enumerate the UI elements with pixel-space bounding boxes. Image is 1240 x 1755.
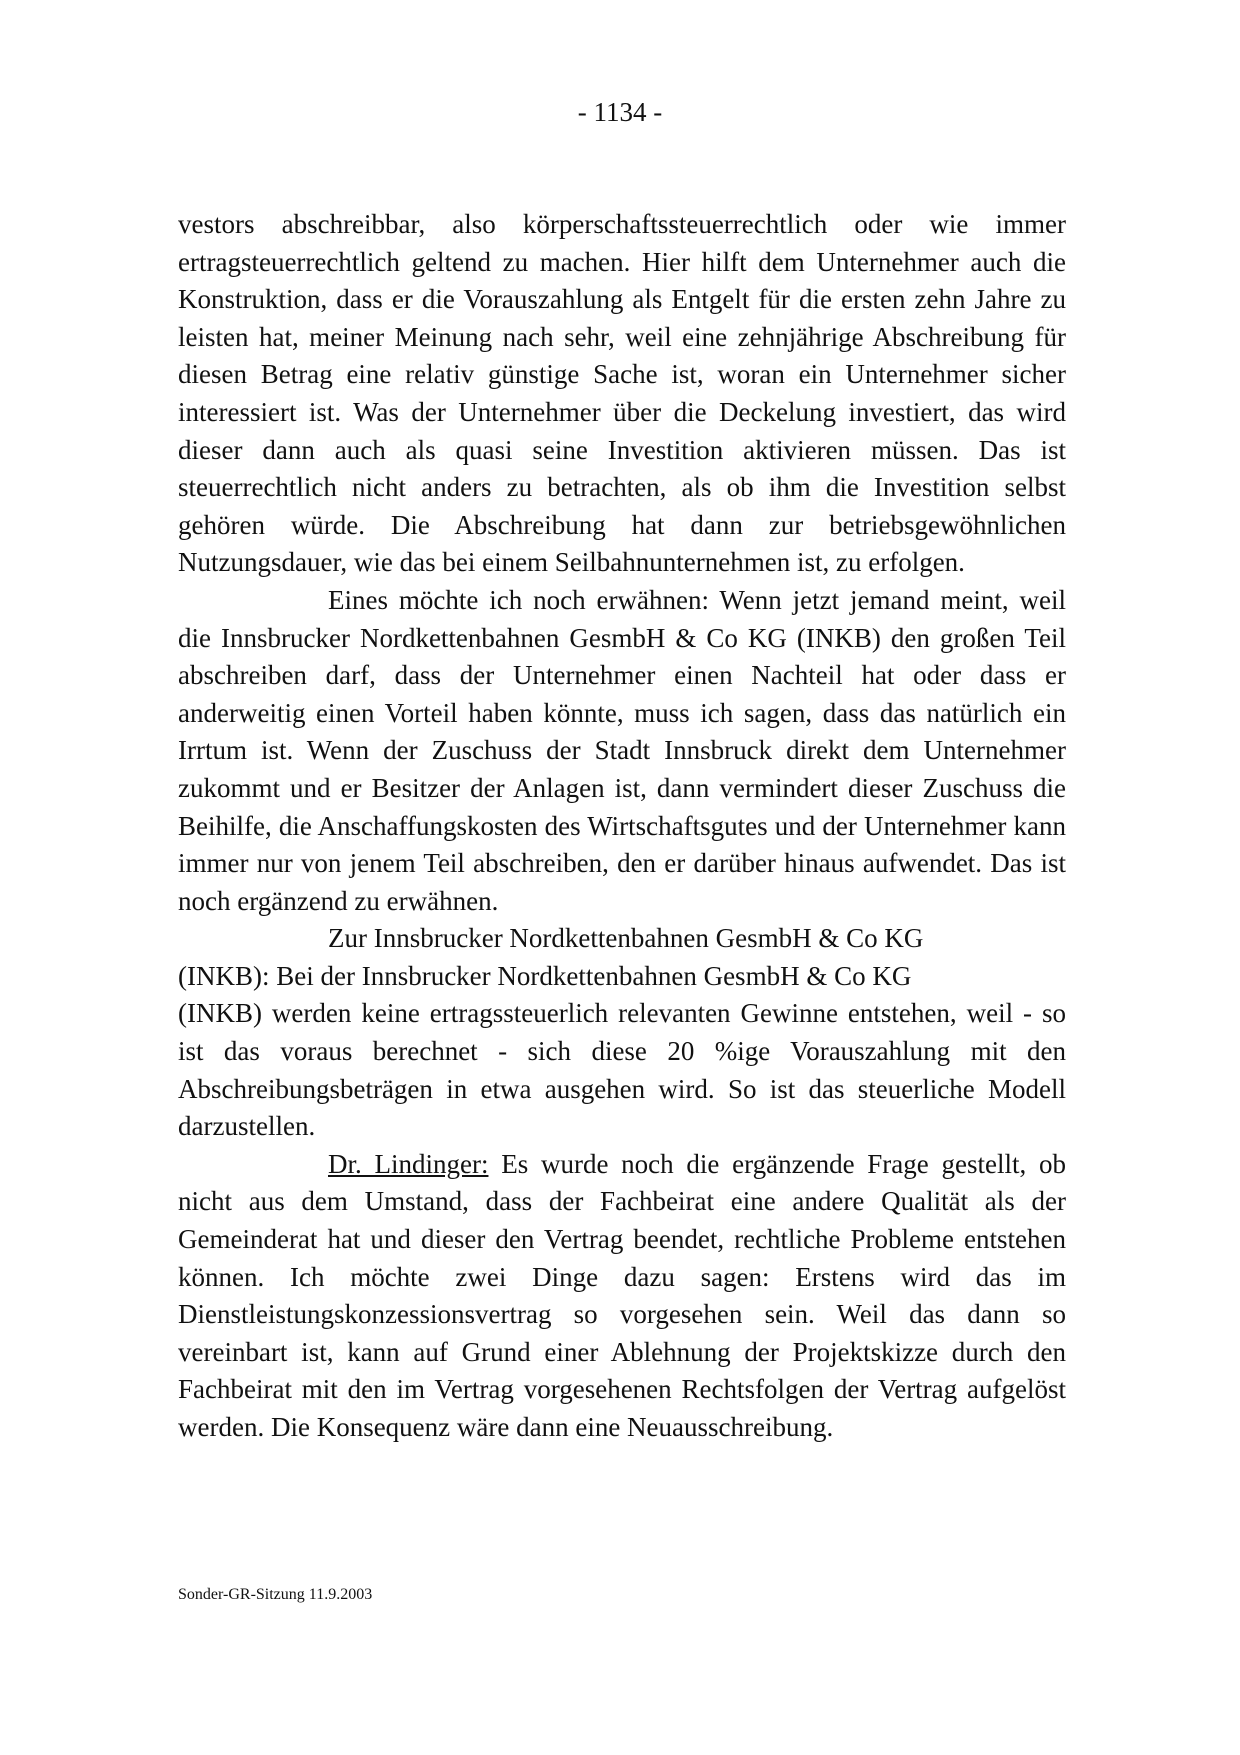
paragraph-4 — [178, 1146, 1066, 1447]
paragraph-2: Eines möchte ich noch erwähnen: Wenn jetzt jemand meint, weil die Innsbrucker Nordkettenbahnen GesmbH & Co KG (INKB) den großen Teil abschreiben darf, dass der Unternehmer einen Nachteil hat oder dass er anderweitig einen Vorteil haben könnte, muss ich sagen, dass das natürlich ein Irrtum ist. Wenn der Zuschuss der Stadt Innsbruck direkt dem Unternehmer zukommt und er Besitzer der Anlagen ist, dann vermindert dieser Zuschuss die Beihilfe, die Anschaffungskosten des Wirtschaftsgutes und der Unternehmer kann immer nur von jenem Teil abschreiben, den er darüber hinaus aufwendet. Das ist noch ergänzend zu erwähnen. — [178, 584, 1066, 916]
paragraph-1: vestors abschreibbar, also körperschaftssteuerrechtlich oder wie immer ertragsteuerrechtlich geltend zu machen. Hier hilft dem Unternehmer auch die Konstruktion, dass er die Vorauszahlung als Entgelt für die ersten zehn Jahre zu leisten hat, meiner Meinung nach sehr, weil eine zehnjährige Abschreibung für diesen Betrag eine relativ günstige Sache ist, woran ein Unternehmer sicher interessiert ist. Was der Unternehmer über die Deckelung investiert, das wird dieser dann auch als quasi seine Investition aktivieren müssen. Das ist steuerrechtlich nicht anders zu betrachten, als ob ihm die Investition selbst gehören würde. Die Abschreibung hat dann zur betriebsgewöhnlichen Nutzungsdauer, wie das bei einem Seilbahnunternehmen ist, zu erfolgen. — [178, 209, 1066, 578]
page-number: - 1134 - — [577, 97, 663, 127]
paragraph-4-text: Es wurde noch die ergänzende Frage gestellt, ob nicht aus dem Umstand, dass der Fachbeirat eine andere Qualität als der Gemeinderat hat und dieser den Vertrag beendet, rechtliche Probleme entstehen können. Ich möchte zwei Dinge dazu sagen: Erstens wird das im Dienstleistungskonzessionsvertrag so vorgesehen sein. Weil das dann so vereinbart ist, kann auf Grund einer Ablehnung der Projektskizze durch den Fachbeirat mit den im Vertrag vorgesehenen Rechtsfolgen der Vertrag aufgelöst werden. Die Konsequenz wäre dann eine Neuausschreibung. — [178, 1148, 1066, 1442]
speaker-name: Dr. Lindinger: — [328, 1148, 489, 1179]
paragraph-3 — [178, 920, 1066, 1146]
paragraph-3-line-1: Zur Innsbrucker Nordkettenbahnen GesmbH & Co KG — [328, 923, 924, 954]
footer: Sonder-GR-Sitzung 11.9.2003 — [178, 1586, 373, 1603]
document-body — [178, 206, 1066, 1447]
paragraph-3-rest: (INKB) werden keine ertragssteuerlich relevanten Gewinne entstehen, weil - so ist das voraus berechnet - sich diese 20 %ige Vorauszahlung mit den Abschreibungsbeträgen in etwa ausgehen wird. So ist das steuerliche Modell darzustellen. — [178, 998, 1066, 1142]
paragraph-3-line-2: (INKB): Bei der Innsbrucker Nordkettenbahnen GesmbH & Co KG — [178, 960, 912, 991]
